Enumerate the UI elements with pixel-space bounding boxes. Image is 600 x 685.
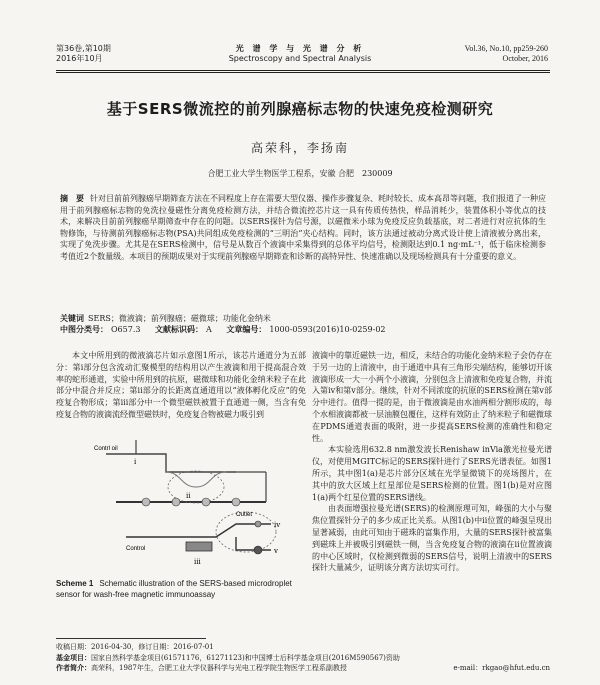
- article-id-label: 文章编号：: [226, 325, 267, 334]
- figure-label-iv: iv: [274, 521, 281, 529]
- doc-code-value: A: [206, 325, 212, 334]
- header-date-zh: 2016年10月: [56, 54, 103, 63]
- body-left-column: 本文中所用到的微液滴芯片如示意图1所示，该芯片通道分为五部分：第i部分包含流动汇聚模型的结构用以产生液滴和用于提高混合效率的蛇形通道，实验中所用到的抗原，磁微球和功能化金纳米粒子在此部分中混合并反应；第ii部分的长距离直通道用以“液体孵化反应”的免疫复合物形成；第iii部分中一个微型磁铁被置于直通道一侧，当含有免疫复合物的液滴流经微型磁铁时，免疫复合物被磁力吸引到: [56, 351, 306, 419]
- body-right-paragraph-3: 由表面增强拉曼光谱(SERS)的检测原理可知，峰强的大小与聚焦位置探针分子的多少成正比关系。从图1(b)中ii位置的峰强呈现出显著减弱，由此可知由于磁珠的富集作用，大量的SERS探针被富集到磁珠上并被吸引到磁铁一侧，当含免疫复合物的液滴在ii位置液滴的中心区域时，仅检测到微弱的SERS信号，说明上清液中的SERS探针大量减少，证明该分离方法切实可行。: [312, 504, 552, 573]
- figure-label-iii: iii: [194, 558, 201, 566]
- header-date-en: October, 2016: [502, 54, 548, 63]
- paper-authors: 高荣科，李扬南: [250, 141, 349, 155]
- figure-label-v: v: [274, 547, 278, 555]
- footnote-email: e-mail：rkgao@hfut.edu.cn: [453, 664, 550, 672]
- header-rule-top: [56, 70, 550, 71]
- keywords-label: 关键词: [60, 314, 84, 323]
- figure-tag-control-oil: Contrl oil: [94, 446, 118, 452]
- footnote-author-label: 作者简介：: [56, 664, 91, 672]
- body-right-paragraph-1: 液滴中的靠近磁铁一边，相反，未结合的功能化金纳米粒子会仍存在于另一边的上清液中，由于通道中具有三角形尖端结构，能够切开该液滴形成一大一小两个小液滴，分别包含上清液和免疫复合物，并流入第iv和第v部分。继续，针对不同浓度的抗原的SERS检测在第v部分中进行。值得一提的是，由于微液滴是由水油两相分割形成的，每个水相液滴都被一层油膜包覆住，这样有效防止了纳米粒子和磁微球在PDMS通道表面的吸附，进一步提高SERS检测的准确性和稳定性。: [312, 351, 552, 443]
- body-right-paragraph-2: 本实验选用632.8 nm激发波长Renishaw inVia激光拉曼光谱仪，对使用MGITC标记的SERS探针进行了SERS光谱表征。如图1所示，其中图1(a)是芯片部分区域在光学显微镜下的亮场图片，在其中的放大区域上红星部位是SERS检测的位置。图1(b)是对应图1(a)两个红星位置的SERS谱线。: [312, 445, 552, 502]
- figure-caption-label: Scheme 1: [56, 579, 94, 588]
- abstract-text: 针对目前前列腺癌早期筛查方法在不同程度上存在需要大型仪器、操作步骤复杂、耗时较长、成本高昂等问题，我们报道了一种应用于前列腺癌标志物的免洗拉曼磁性分离免疫检测方法，并结合微流控芯片这一具有传质传热快，样品消耗少，装置体积小等优点的技术，来解决目前前列腺癌早期筛查中存在的问题。以SERS探针为信号源，以磁微米小球为免疫反应负载基底，对二者进行对应抗体的生物修饰，与待测前列腺癌标志物(PSA)共同组成免疫检测的“三明治”夹心结构。同时，该方法通过被动分离式设计使上清液被分离出来，实现了免洗步骤。尤其是在SERS检测中，信号是从数百个液滴中采集得到的总体平均信号，检测限达到0.1 ng·mL⁻¹，低于临床检测参考值近2个数量级。本项目的预期成果对于实现前列腺癌早期筛查和诊断的高特异性、快速准确以及现场检测具有十分重要的意义。: [60, 194, 546, 261]
- droplet-icon: [172, 498, 180, 506]
- paper-title: 基于SERS微流控的前列腺癌标志物的快速免疫检测研究: [106, 100, 494, 118]
- figure-label-i: i: [134, 458, 137, 466]
- droplet-icon: [232, 498, 240, 506]
- droplet-icon: [142, 498, 150, 506]
- figure-caption-text: Schematic illustration of the SERS-based microdroplet sensor for wash-free magnetic immunoassay: [56, 579, 292, 599]
- footnote-author: 高荣科，1987年生，合肥工业大学仪器科学与光电工程学院生物医学工程系副教授: [91, 664, 347, 672]
- figure-caption: [56, 578, 306, 600]
- classification-codes: [60, 324, 546, 335]
- journal-name-zh: 光 谱 学 与 光 谱 分 析: [235, 44, 365, 53]
- journal-name-en: Spectroscopy and Spectral Analysis: [228, 54, 372, 63]
- header-volume-zh: [56, 44, 111, 64]
- doc-code-label: 文献标识码：: [155, 325, 204, 334]
- header-volume-issue-zh: 第36卷,第10期: [56, 44, 111, 53]
- magnet-icon: [186, 542, 212, 551]
- figure-tag-outlet: Outlet: [236, 512, 253, 518]
- figure-label-ii: ii: [186, 492, 191, 500]
- figure-tag-control: Control: [126, 546, 146, 552]
- footnote-rule: [56, 638, 206, 639]
- abstract: [60, 193, 546, 263]
- keywords-text: SERS；微液滴；前列腺癌；磁微球；功能化金纳米: [88, 314, 271, 323]
- header-rule-bottom: [56, 72, 550, 73]
- header-volume-pages-en: Vol.36, No.10, pp259-260: [464, 44, 548, 53]
- abstract-label: 摘 要: [60, 194, 84, 203]
- footnote-received: 收稿日期：2016-04-30，修订日期：2016-07-01: [56, 643, 214, 651]
- footnote-fund-label: 基金项目：: [56, 653, 91, 662]
- droplet-magnetic-icon: [254, 546, 262, 554]
- header-volume-en: [465, 44, 548, 64]
- body-right-column: [312, 350, 552, 574]
- droplet-small-icon: [255, 521, 261, 527]
- header-journal-name: [200, 44, 400, 64]
- paper-affiliation: 合肥工业大学生物医学工程系，安徽 合肥 230009: [207, 169, 393, 178]
- article-id-value: 1000-0593(2016)10-0259-02: [269, 325, 386, 334]
- footnote-fund: 国家自然科学基金项目(61571176，61271123)和中国博士后科学基金项目(2016M590567)资助: [91, 653, 400, 662]
- footnote: [56, 642, 550, 674]
- droplet-icon: [202, 498, 210, 506]
- keywords: [60, 313, 546, 324]
- clc-label: 中图分类号：: [60, 325, 108, 334]
- scheme-1-figure: [86, 432, 296, 572]
- clc-value: O657.3: [111, 325, 141, 334]
